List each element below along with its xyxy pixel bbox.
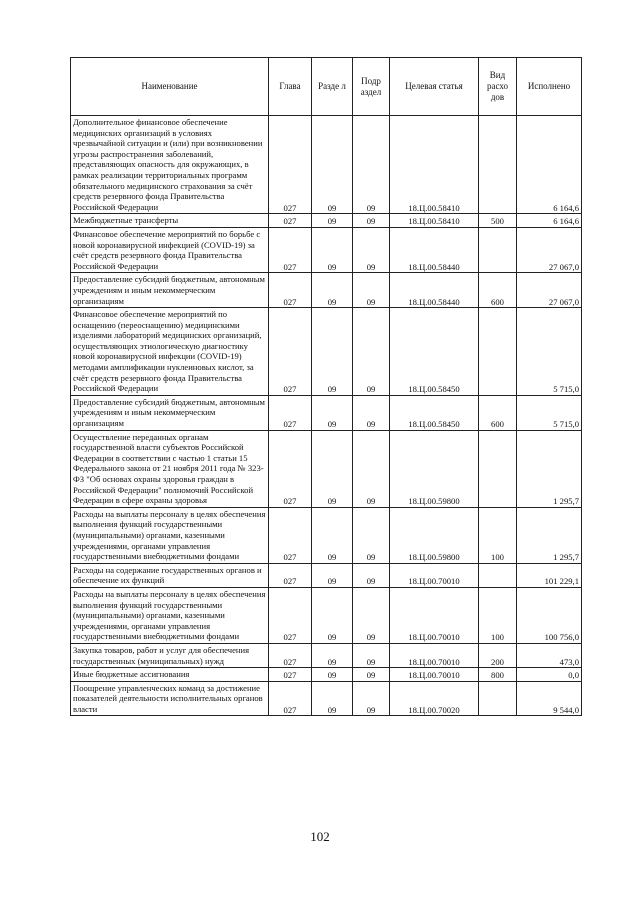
row-statya: 18.Ц.00.58410 [390, 214, 479, 228]
row-statya: 18.Ц.00.58440 [390, 273, 479, 308]
header-ispolneno: Исполнено [517, 58, 582, 116]
header-vid: Вид расхо дов [479, 58, 517, 116]
header-glava: Глава [269, 58, 312, 116]
row-vid [479, 308, 517, 396]
row-podrazdel: 09 [353, 308, 390, 396]
row-razdel: 09 [312, 681, 353, 716]
row-glava: 027 [269, 214, 312, 228]
table-row [71, 563, 582, 587]
row-glava: 027 [269, 430, 312, 507]
row-razdel: 09 [312, 116, 353, 214]
table-row [71, 214, 582, 228]
row-name: Предоставление субсидий бюджетным, автономным учреждениям и иным некоммерческим организациям [71, 273, 269, 308]
row-statya: 18.Ц.00.70010 [390, 668, 479, 682]
table-row [71, 273, 582, 308]
row-glava: 027 [269, 273, 312, 308]
row-name: Закупка товаров, работ и услуг для обеспечения государственных (муниципальных) нужд [71, 643, 269, 667]
table-row [71, 430, 582, 507]
row-vid: 200 [479, 643, 517, 667]
row-razdel: 09 [312, 563, 353, 587]
row-name: Осуществление переданных органам государственной власти субъектов Российской Федерации в соответствии с частью 1 статьи 15 Федерального закона от 21 ноября 2011 года № 323-ФЗ "Об основах охраны здоровья граждан в Российской Федерации" полномочий Российской Федерации в сфере охраны здоровья [71, 430, 269, 507]
row-name: Дополнительное финансовое обеспечение медицинских организаций в условиях чрезвычайной ситуации и (или) при возникновении угрозы распространения заболеваний, представляющих опасность для окружающих, в рамках реализации территориальных программ обязательного медицинского страхования за счёт средств резервного фонда Правительства Российской Федерации [71, 116, 269, 214]
row-vid [479, 563, 517, 587]
row-razdel: 09 [312, 668, 353, 682]
header-razdel: Разде л [312, 58, 353, 116]
row-statya: 18.Ц.00.70010 [390, 643, 479, 667]
row-name: Иные бюджетные ассигнования [71, 668, 269, 682]
row-vid: 100 [479, 587, 517, 643]
row-podrazdel: 09 [353, 643, 390, 667]
table-row [71, 587, 582, 643]
row-razdel: 09 [312, 308, 353, 396]
row-name: Расходы на выплаты персоналу в целях обеспечения выполнения функций государственными (муниципальными) органами, казенными учреждениями, органами управления государственными внебюджетными фондами [71, 587, 269, 643]
row-statya: 18.Ц.00.70010 [390, 587, 479, 643]
row-ispolneno: 473,0 [517, 643, 582, 667]
header-podrazdel: Подр аздел [353, 58, 390, 116]
table-body [71, 116, 582, 716]
row-ispolneno: 100 756,0 [517, 587, 582, 643]
row-razdel: 09 [312, 395, 353, 430]
row-statya: 18.Ц.00.58450 [390, 395, 479, 430]
row-name: Предоставление субсидий бюджетным, автономным учреждениям и иным некоммерческим организациям [71, 395, 269, 430]
table-row [71, 668, 582, 682]
row-razdel: 09 [312, 643, 353, 667]
header-name: Наименование [71, 58, 269, 116]
table-row [71, 507, 582, 563]
row-statya: 18.Ц.00.70020 [390, 681, 479, 716]
row-ispolneno: 6 164,6 [517, 214, 582, 228]
row-glava: 027 [269, 507, 312, 563]
row-statya: 18.Ц.00.58440 [390, 227, 479, 272]
row-razdel: 09 [312, 507, 353, 563]
row-vid: 100 [479, 507, 517, 563]
row-podrazdel: 09 [353, 507, 390, 563]
row-glava: 027 [269, 587, 312, 643]
row-name: Поощрение управленческих команд за достижение показателей деятельности исполнительных органов власти [71, 681, 269, 716]
row-podrazdel: 09 [353, 116, 390, 214]
row-podrazdel: 09 [353, 395, 390, 430]
row-name: Межбюджетные трансферты [71, 214, 269, 228]
row-ispolneno: 1 295,7 [517, 430, 582, 507]
row-razdel: 09 [312, 587, 353, 643]
row-razdel: 09 [312, 273, 353, 308]
table-row [71, 116, 582, 214]
row-glava: 027 [269, 395, 312, 430]
row-statya: 18.Ц.00.59800 [390, 507, 479, 563]
row-vid [479, 116, 517, 214]
row-podrazdel: 09 [353, 227, 390, 272]
row-name: Расходы на содержание государственных органов и обеспечение их функций [71, 563, 269, 587]
row-glava: 027 [269, 308, 312, 396]
row-podrazdel: 09 [353, 587, 390, 643]
row-podrazdel: 09 [353, 668, 390, 682]
header-statya: Целевая статья [390, 58, 479, 116]
budget-table [70, 57, 582, 716]
table-row [71, 227, 582, 272]
row-ispolneno: 5 715,0 [517, 308, 582, 396]
table-row [71, 643, 582, 667]
row-ispolneno: 6 164,6 [517, 116, 582, 214]
row-glava: 027 [269, 563, 312, 587]
table-row [71, 308, 582, 396]
row-razdel: 09 [312, 430, 353, 507]
row-statya: 18.Ц.00.70010 [390, 563, 479, 587]
row-podrazdel: 09 [353, 430, 390, 507]
row-glava: 027 [269, 681, 312, 716]
row-statya: 18.Ц.00.59800 [390, 430, 479, 507]
row-podrazdel: 09 [353, 273, 390, 308]
row-glava: 027 [269, 668, 312, 682]
row-glava: 027 [269, 116, 312, 214]
row-ispolneno: 0,0 [517, 668, 582, 682]
row-ispolneno: 9 544,0 [517, 681, 582, 716]
row-statya: 18.Ц.00.58450 [390, 308, 479, 396]
row-vid: 600 [479, 395, 517, 430]
row-glava: 027 [269, 227, 312, 272]
row-vid [479, 227, 517, 272]
row-vid: 800 [479, 668, 517, 682]
row-vid: 500 [479, 214, 517, 228]
table-row [71, 395, 582, 430]
row-name: Финансовое обеспечение мероприятий по борьбе с новой коронавирусной инфекцией (COVID-19) за счёт средств резервного фонда Правительства Российской Федерации [71, 227, 269, 272]
row-ispolneno: 27 067,0 [517, 273, 582, 308]
row-name: Финансовое обеспечение мероприятий по оснащению (переоснащению) медицинскими изделиями лабораторий медицинских организаций, осуществляющих этиологическую диагностику новой коронавирусной инфекции (COVID-19) методами амплификации нуклеиновых кислот, за счёт средств резервного фонда Правительства Российской Федерации [71, 308, 269, 396]
row-ispolneno: 101 229,1 [517, 563, 582, 587]
row-razdel: 09 [312, 214, 353, 228]
row-statya: 18.Ц.00.58410 [390, 116, 479, 214]
row-vid: 600 [479, 273, 517, 308]
table-row [71, 681, 582, 716]
row-ispolneno: 1 295,7 [517, 507, 582, 563]
row-vid [479, 681, 517, 716]
row-glava: 027 [269, 643, 312, 667]
row-ispolneno: 27 067,0 [517, 227, 582, 272]
row-name: Расходы на выплаты персоналу в целях обеспечения выполнения функций государственными (муниципальными) органами, казенными учреждениями, органами управления государственными внебюджетными фондами [71, 507, 269, 563]
row-ispolneno: 5 715,0 [517, 395, 582, 430]
row-vid [479, 430, 517, 507]
row-podrazdel: 09 [353, 563, 390, 587]
page-number: 102 [310, 829, 330, 844]
row-razdel: 09 [312, 227, 353, 272]
row-podrazdel: 09 [353, 681, 390, 716]
table-header-row [71, 58, 582, 116]
row-podrazdel: 09 [353, 214, 390, 228]
